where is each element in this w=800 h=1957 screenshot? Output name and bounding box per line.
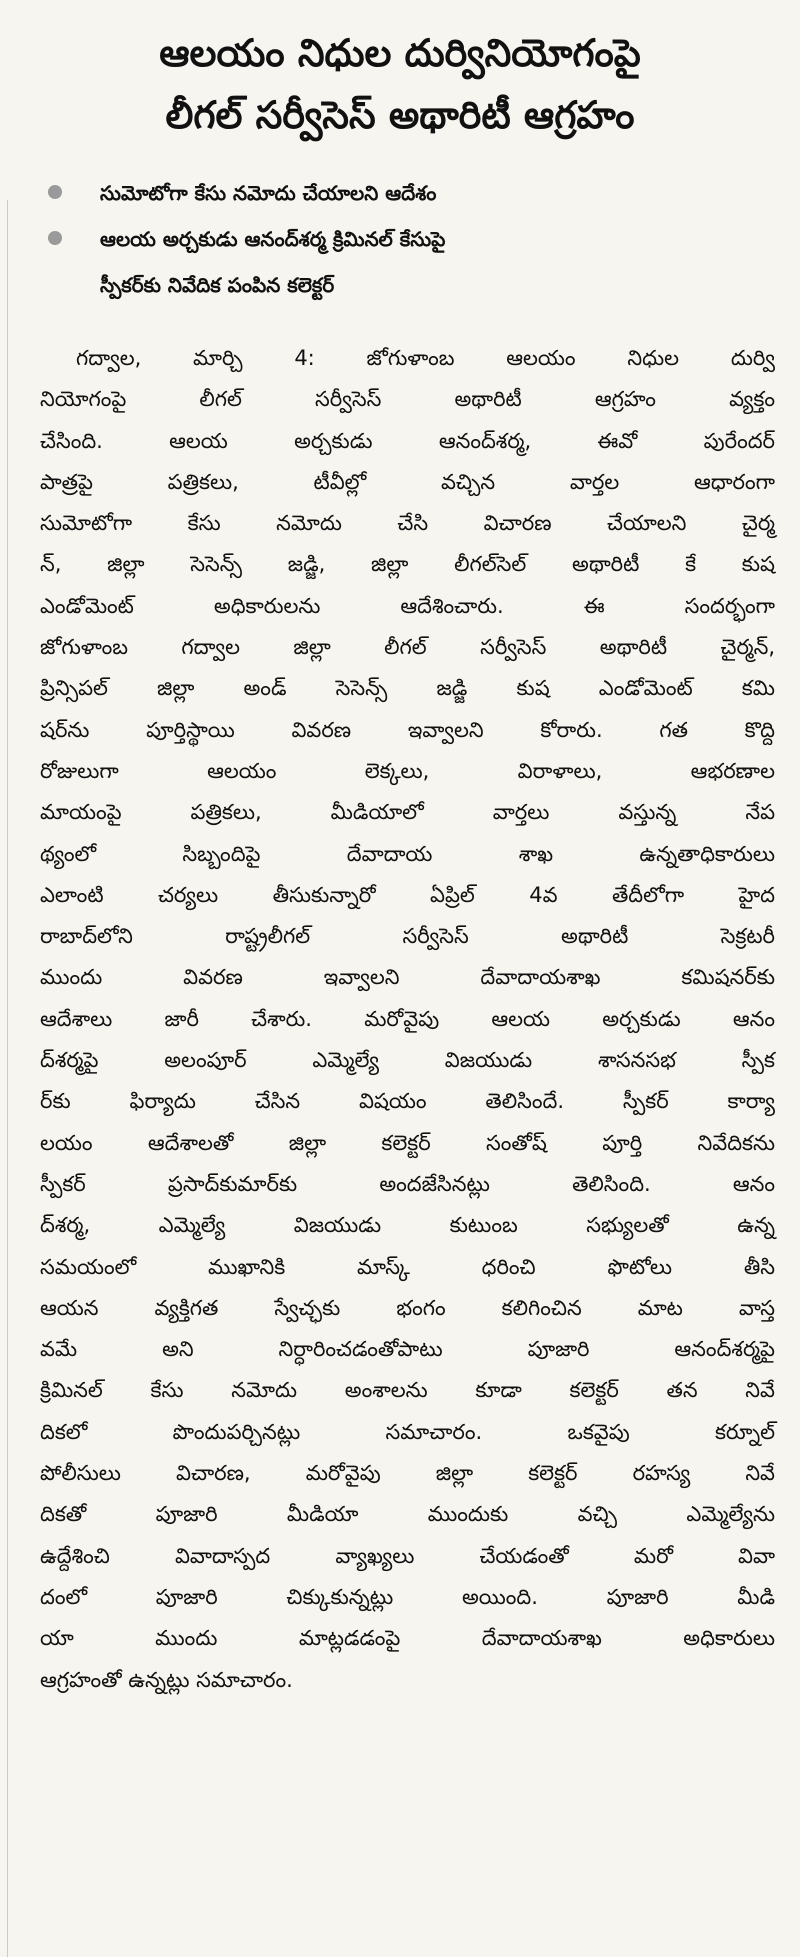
article-line: ద్‌శర్మపై అలంపూర్ ఎమ్మెల్యే విజయుడు శాసనసభ స్పీక [40, 1048, 775, 1073]
column-rule [7, 200, 8, 1957]
article-line: సమయంలో ముఖానికి మాస్క్ ధరించి ఫొటోలు తీసి [40, 1254, 775, 1279]
article-line: ఉద్దేశించి వివాదాస్పద వ్యాఖ్యలు చేయడంతో మరో వివా [40, 1543, 775, 1568]
article-line: పాత్రపై పత్రికలు, టీవీల్లో వచ్చిన వార్తల ఆధారంగా [40, 469, 775, 494]
headline-line-1: ఆలయం నిధుల దుర్వినియోగంపై [159, 31, 641, 75]
subpoint-text: ఆలయ అర్చకుడు ఆనంద్‌శర్మ క్రిమినల్ కేసుపై [100, 227, 446, 251]
bullet-icon [48, 185, 62, 199]
article-line: ఆదేశాలు జారీ చేశారు. మరోవైపు ఆలయ అర్చకుడు ఆనం [40, 1006, 775, 1031]
article-line: ఎలాంటి చర్యలు తీసుకున్నారో ఏప్రిల్ 4వ తేదీలోగా హైద [40, 882, 775, 907]
article-line: సుమోటోగా కేసు నమోదు చేసి విచారణ చేయాలని చైర్మ [40, 511, 775, 536]
article-line: రాబాద్‌లోని రాష్ట్రలీగల్ సర్వీసెస్ అథారిటీ సెక్రటరీ [40, 924, 775, 949]
subpoint-text: స్పీకర్‌కు నివేదిక పంపిన కలెక్టర్ [100, 273, 335, 297]
article-line: ఆయన వ్యక్తిగత స్వేచ్ఛకు భంగం కలిగించిన మాట వాస్త [40, 1295, 775, 1320]
article-line: షర్‌ను పూర్తిస్థాయి వివరణ ఇవ్వాలని కోరారు. గత కొద్ది [40, 717, 775, 742]
article-line: ప్రిన్సిపల్ జిల్లా అండ్ సెసెన్స్ జడ్జి కుష ఎండోమెంట్ కమి [40, 676, 775, 701]
article-line: నియోగంపై లీగల్ సర్వీసెస్ అథారిటీ ఆగ్రహం వ్యక్తం [40, 387, 775, 412]
article-line: ఎండోమెంట్ అధికారులను ఆదేశించారు. ఈ సందర్భంగా [40, 593, 775, 618]
subpoint-item [40, 170, 780, 216]
article-line: దికతో పూజారి మీడియా ముందుకు వచ్చి ఎమ్మెల్యేను [40, 1502, 775, 1527]
article-line: థ్యంలో సిబ్బందిపై దేవాదాయ శాఖ ఉన్నతాధికారులు [40, 841, 775, 866]
article-line: దికలో పొందుపర్చినట్లు సమాచారం. ఒకవైపు కర్నూల్ [40, 1419, 775, 1444]
article-line: చేసింది. ఆలయ అర్చకుడు ఆనంద్‌శర్మ, ఈవో పురేందర్ [40, 428, 775, 453]
subpoint-item [40, 216, 780, 308]
article-line: ర్‌కు ఫిర్యాదు చేసిన విషయం తెలిసిందే. స్పీకర్ కార్యా [40, 1089, 775, 1114]
article-line: రోజులుగా ఆలయం లెక్కలు, విరాళాలు, ఆభరణాల [40, 758, 775, 783]
subheadline-points [40, 170, 780, 308]
headline [30, 22, 770, 146]
article-line: లయం ఆదేశాలతో జిల్లా కలెక్టర్ సంతోష్ పూర్తి నివేదికను [40, 1130, 775, 1155]
bullet-icon [48, 231, 62, 245]
article-line: వమే అని నిర్ధారించడంతోపాటు పూజారి ఆనంద్‌శర్మపై [40, 1337, 775, 1362]
article-line: గద్వాల, మార్చి 4: జోగుళాంబ ఆలయం నిధుల దుర్వి [76, 346, 775, 370]
article-line: ఆగ్రహంతో ఉన్నట్లు సమాచారం. [40, 1667, 293, 1692]
article-line: జోగుళాంబ గద్వాల జిల్లా లీగల్ సర్వీసెస్ అథారిటీ చైర్మన్, [40, 635, 775, 660]
article-line: ముందు వివరణ ఇవ్వాలని దేవాదాయశాఖ కమిషనర్‌కు [40, 965, 775, 990]
article-line: యా ముందు మాట్లడడంపై దేవాదాయశాఖ అధికారులు [40, 1626, 775, 1651]
subpoint-text: సుమోటోగా కేసు నమోదు చేయాలని ఆదేశం [100, 181, 437, 205]
article-line: క్రిమినల్ కేసు నమోదు అంశాలను కూడా కలెక్టర్ తన నివే [40, 1378, 775, 1403]
article-body [40, 338, 775, 1701]
headline-line-2: లీగల్ సర్వీసెస్ అథారిటీ ఆగ్రహం [165, 93, 635, 137]
article-line: న్, జిల్లా సెసెన్స్ జడ్జి, జిల్లా లీగల్‌సెల్ అథారిటీ కే కుష [40, 552, 775, 577]
article-line: పోలీసులు విచారణ, మరోవైపు జిల్లా కలెక్టర్ రహస్య నివే [40, 1461, 775, 1486]
article-line: మాయంపై పత్రికలు, మీడియాలో వార్తలు వస్తున్న నేప [40, 800, 775, 825]
article-line: ద్‌శర్మ, ఎమ్మెల్యే విజయుడు కుటుంబ సభ్యులతో ఉన్న [40, 1213, 775, 1238]
article-line: స్పీకర్ ప్రసాద్‌కుమార్‌కు అందజేసినట్లు తెలిసింది. ఆనం [40, 1171, 775, 1196]
article-line: దంలో పూజారి చిక్కుకున్నట్లు అయింది. పూజారి మీడి [40, 1584, 775, 1609]
